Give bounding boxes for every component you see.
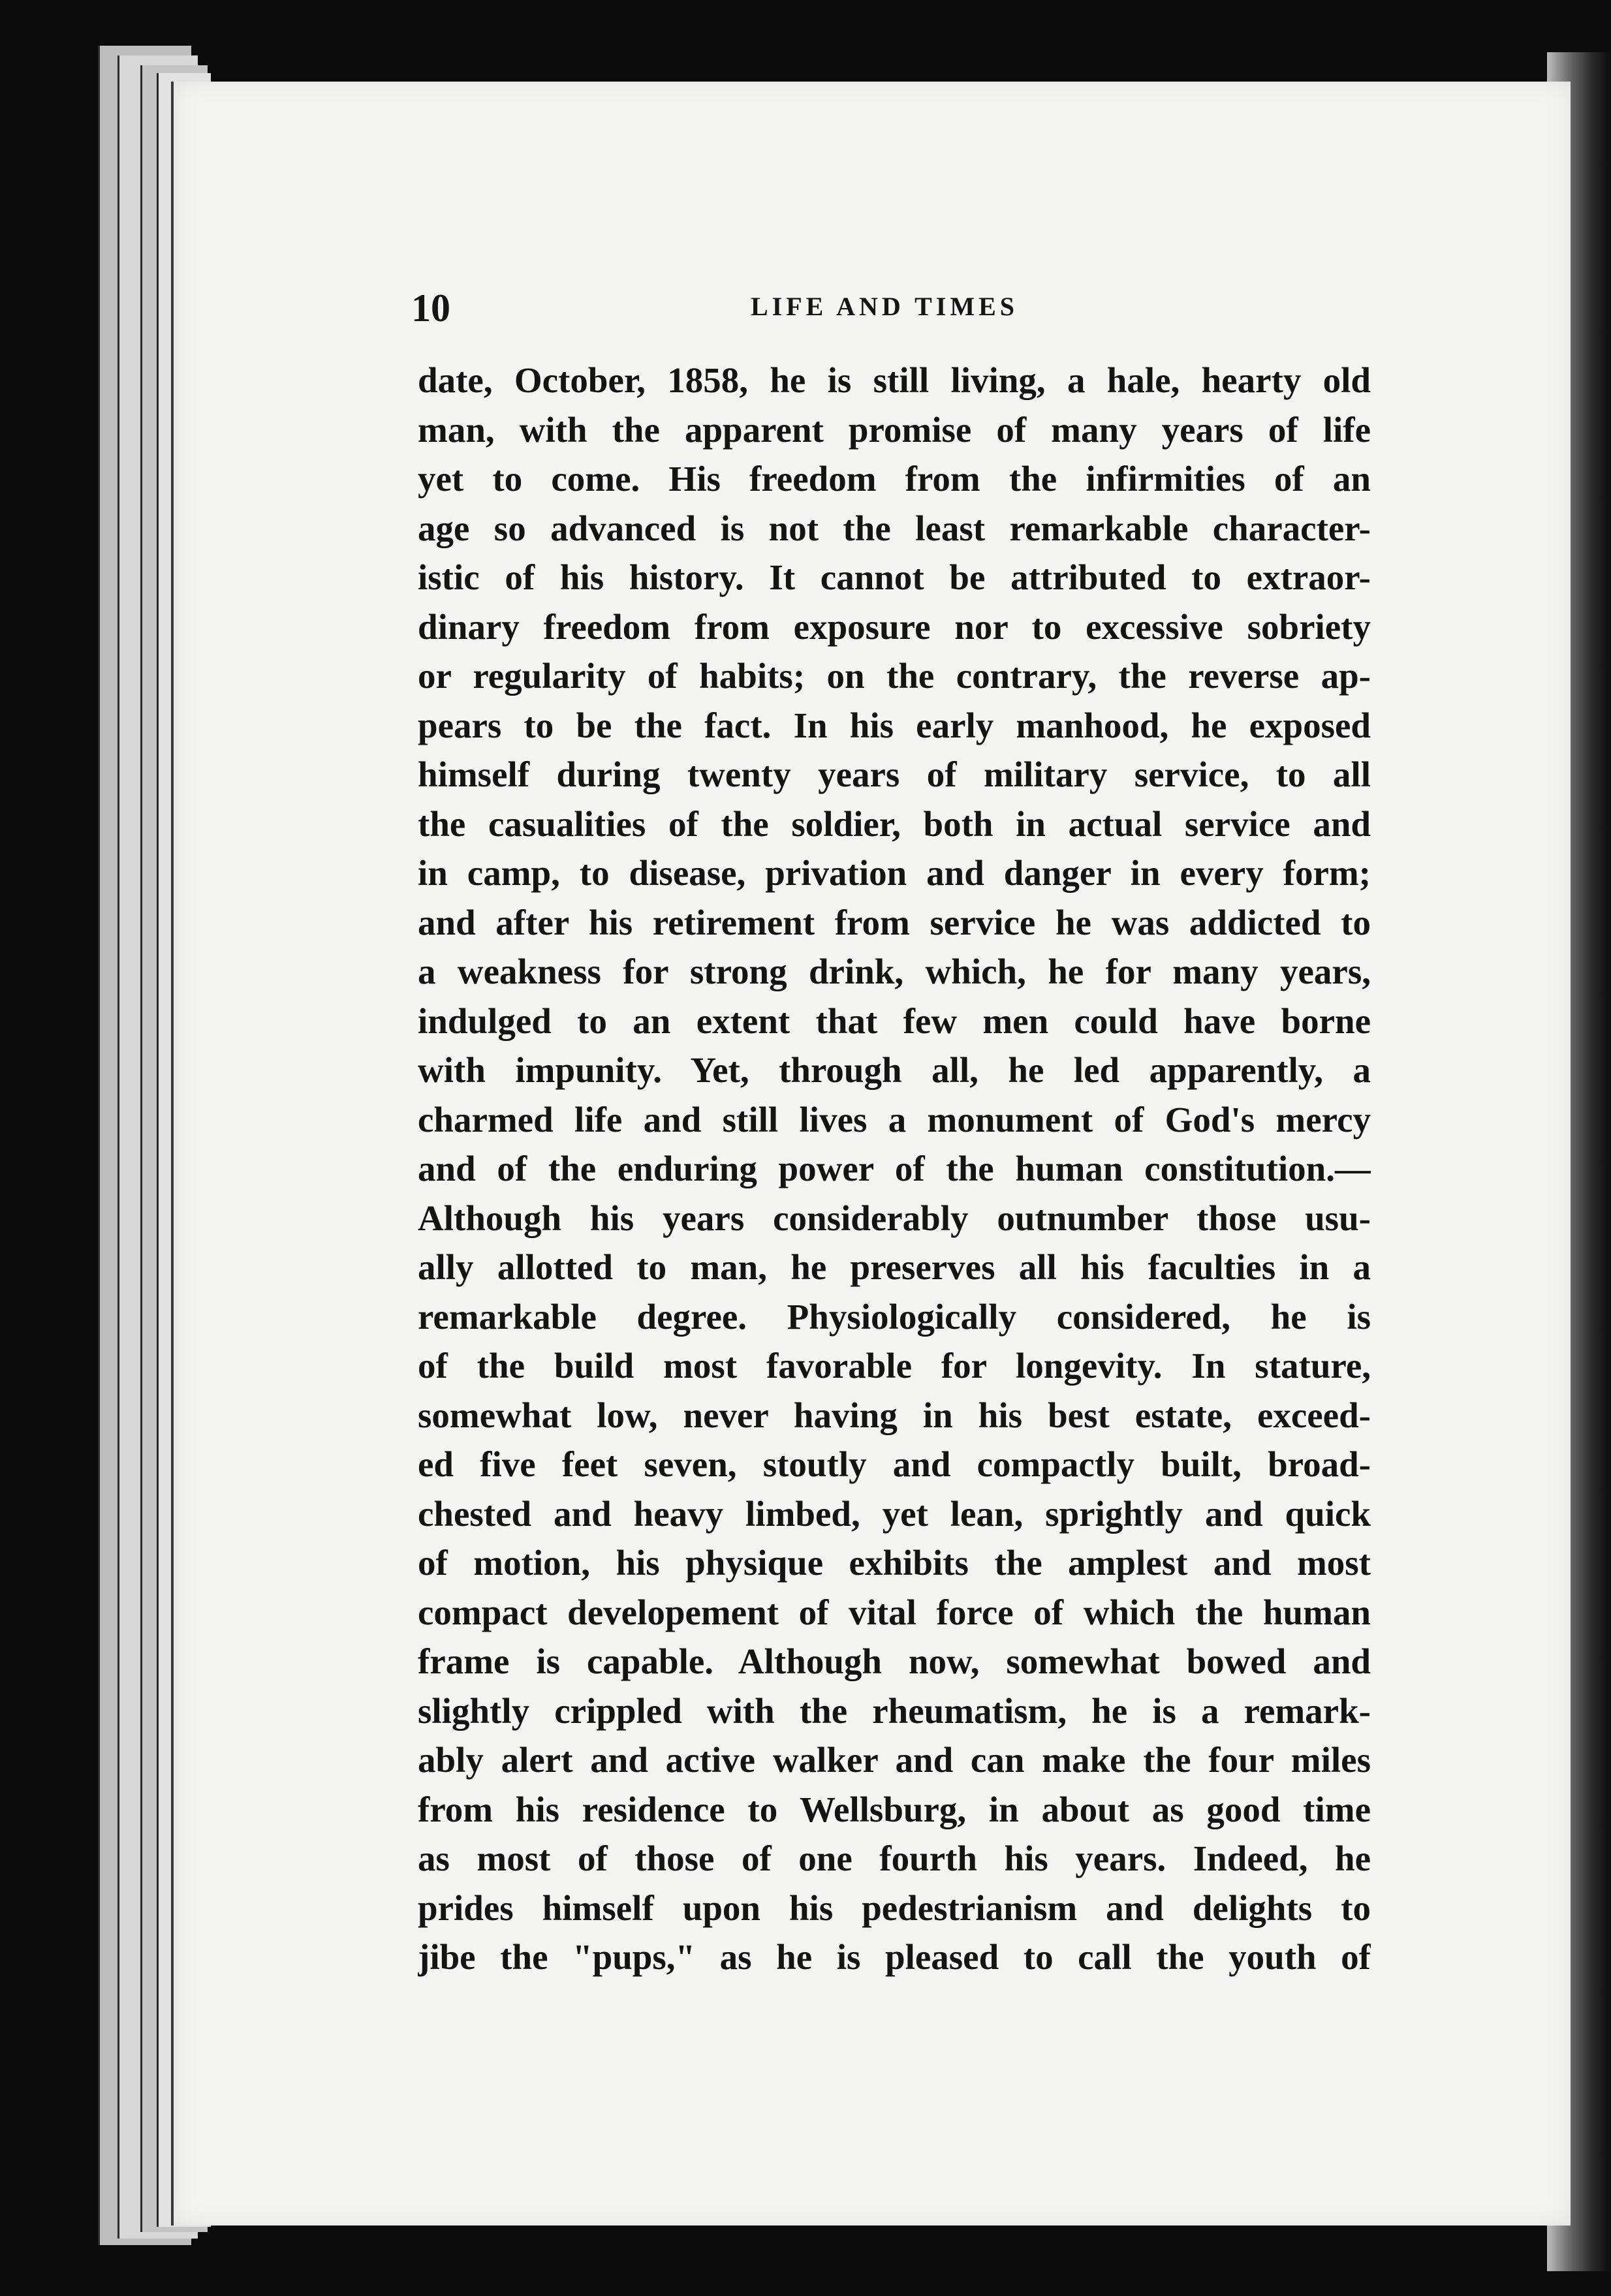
text-line: slightly crippled with the rheumatism, he is a remark- — [418, 1690, 1371, 1731]
page-number: 10 — [411, 287, 450, 330]
text-line: dinary freedom from exposure nor to excessive sobriety — [418, 606, 1371, 647]
text-line: istic of his history. It cannot be attributed to extraor- — [418, 557, 1371, 597]
text-line: a weakness for strong drink, which, he for many years, — [418, 952, 1371, 991]
text-line: as most of those of one fourth his years. Indeed, he — [418, 1838, 1371, 1878]
text-line: the casualities of the soldier, both in actual service and — [418, 803, 1371, 844]
text-line: compact developement of vital force of which the human — [418, 1592, 1371, 1632]
body-text — [418, 356, 1371, 1982]
text-line: of the build most favorable for longevity. In stature, — [418, 1346, 1371, 1386]
text-line: charmed life and still lives a monument of God's mercy — [418, 1099, 1371, 1140]
text-line: prides himself upon his pedestrianism and delights to — [418, 1887, 1371, 1928]
running-head: LIFE AND TIMES — [751, 292, 1019, 321]
text-line: from his residence to Wellsburg, in about as good time — [418, 1789, 1371, 1829]
text-line: chested and heavy limbed, yet lean, sprightly and quick — [418, 1493, 1371, 1534]
text-line: remarkable degree. Physiologically considered, he is — [418, 1296, 1371, 1337]
text-line: jibe the "pups," as he is pleased to call the youth of — [418, 1937, 1371, 1977]
page-header — [411, 288, 1338, 334]
text-line: pears to be the fact. In his early manhood, he exposed — [418, 705, 1371, 745]
text-line: with impunity. Yet, through all, he led apparently, a — [418, 1050, 1371, 1090]
text-line: in camp, to disease, privation and danger in every form; — [418, 853, 1371, 893]
text-line: somewhat low, never having in his best estate, exceed- — [418, 1395, 1371, 1435]
text-line: ably alert and active walker and can make the four miles — [418, 1740, 1371, 1780]
text-line: ally allotted to man, he preserves all his faculties in a — [418, 1247, 1371, 1287]
text-line: and of the enduring power of the human constitution.— — [418, 1149, 1371, 1188]
text-line: and after his retirement from service he was addicted to — [418, 902, 1371, 942]
text-line: man, with the apparent promise of many years of life — [418, 409, 1371, 450]
text-line: of motion, his physique exhibits the amplest and most — [418, 1543, 1371, 1583]
text-line: ed five feet seven, stoutly and compactly built, broad- — [418, 1444, 1371, 1484]
text-line: himself during twenty years of military service, to all — [418, 754, 1371, 794]
text-line: indulged to an extent that few men could have borne — [418, 1001, 1371, 1041]
text-line: frame is capable. Although now, somewhat bowed and — [418, 1641, 1371, 1681]
text-line: yet to come. His freedom from the infirmities of an — [418, 459, 1371, 499]
text-line: age so advanced is not the least remarkable character- — [418, 508, 1371, 548]
text-line: or regularity of habits; on the contrary, the reverse ap- — [418, 656, 1371, 696]
text-line: date, October, 1858, he is still living, a hale, hearty old — [418, 360, 1371, 400]
text-line: Although his years considerably outnumber those usu- — [418, 1198, 1371, 1238]
